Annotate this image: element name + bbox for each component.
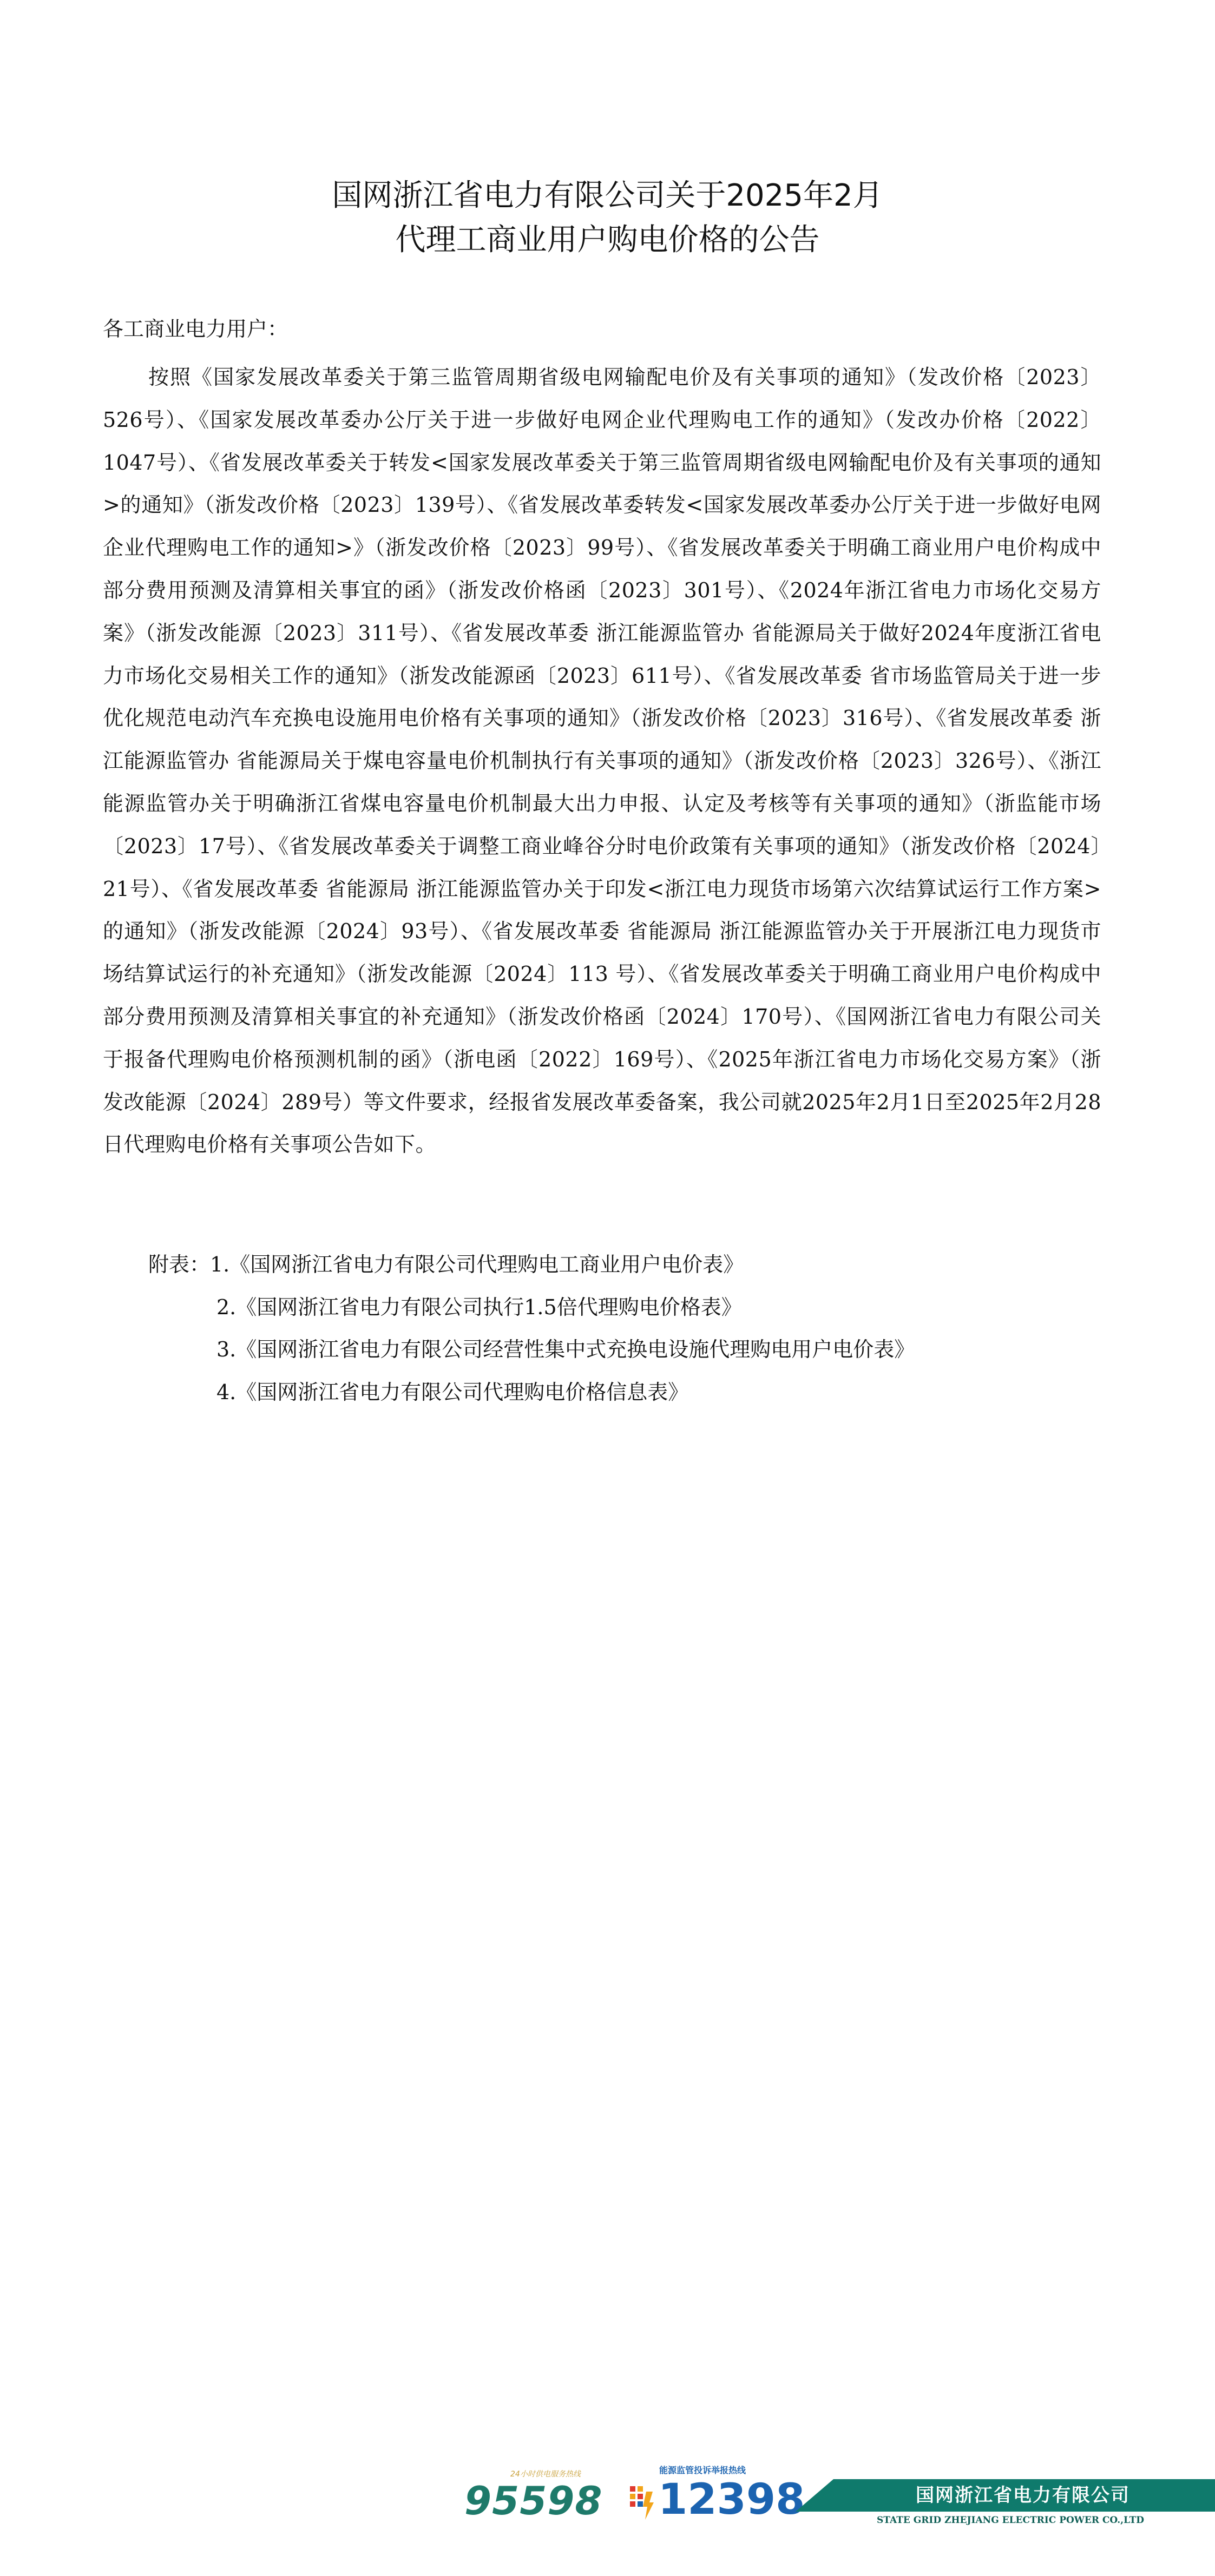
hotline-95598-tag: 24小时供电服务热线 [510, 2470, 581, 2479]
hotline-12398-logo [628, 2459, 805, 2535]
hotline-12398-tag: 能源监管投诉举报热线 [659, 2465, 746, 2475]
energy-regulator-icon [628, 2481, 655, 2529]
salutation: 各工商业电力用户： [103, 317, 288, 341]
hotline-12398-number: 12398 [658, 2475, 805, 2524]
company-name-en: STATE GRID ZHEJIANG ELECTRIC POWER CO.,LTD [877, 2515, 1145, 2526]
hotline-95598-logo [454, 2462, 605, 2527]
attachment-item-3: 3.《国网浙江省电力有限公司经营性集中式充换电设施代理购电用户电价表》 [216, 1338, 915, 1361]
notice-title-line1: 国网浙江省电力有限公司关于2025年2月 [332, 178, 883, 213]
notice-body: 按照《国家发展改革委关于第三监管周期省级电网输配电价及有关事项的通知》（发改价格〔2023〕526号）、《国家发展改革委办公厅关于进一步做好电网企业代理购电工作的通知》（发改办价格〔2022〕1047号）、《省发展改革委关于转发<国家发展改革委关于第三监管周期省级电网输配电价及有关事项的通知>的通知》（浙发改价格〔2023〕139号）、《省发展改革委转发<国家发展改革委办公厅关于进一步做好电网企业代理购电工作的通知>》（浙发改价格〔2023〕99号）、《省发展改革委关于明确工商业用户电价构成中部分费用预测及清算相关事宜的函》（浙发改价格函〔2023〕301号）、《2024年浙江省电力市场化交易方案》（浙发改能源〔2023〕311号）、《省发展改革委 浙江能源监管办 省能源局关于做好2024年度浙江省电力市场化交易相关工作的通知》（浙发改能源函〔2023〕611号）、《省发展改革委 省市场监管局关于进一步优化规范电动汽车充换电设施用电价格有关事项的通知》（浙发改价格〔2023〕316号）、《省发展改革委 浙江能源监管办 省能源局关于煤电容量电价机制执行有关事项的通知》（浙发改价格〔2023〕326号）、《浙江能源监管办关于明确浙江省煤电容量电价机制最大出力申报、认定及考核等有关事项的通知》（浙监能市场〔2023〕17号）、《省发展改革委关于调整工商业峰谷分时电价政策有关事项的通知》（浙发改价格〔2024〕21号）、《省发展改革委 省能源局 浙江能源监管办关于印发<浙江电力现货市场第六次结算试运行工作方案>的通知》（浙发改能源〔2024〕93号）、《省发展改革委 省能源局 浙江能源监管办关于开展浙江电力现货市场结算试运行的补充通知》（浙发改能源〔2024〕113 号）、《省发展改革委关于明确工商业用户电价构成中部分费用预测及清算相关事宜的补充通知》（浙发改价格函〔2024〕170号）、《国网浙江省电力有限公司关于报备代理购电价格预测机制的函》（浙电函〔2022〕169号）、《2025年浙江省电力市场化交易方案》（浙发改能源〔2024〕289号）等文件要求，经报省发展改革委备案，我公司就2025年2月1日至2025年2月28日代理购电价格有关事项公告如下。 [103, 365, 1101, 1157]
notice-title-line2: 代理工商业用户购电价格的公告 [395, 222, 820, 258]
attachment-item-1: 附表：1.《国网浙江省电力有限公司代理购电工商业用户电价表》 [148, 1253, 744, 1276]
hotline-95598-number: 95598 [464, 2478, 603, 2524]
page-footer [0, 2429, 1215, 2576]
company-name-cn: 国网浙江省电力有限公司 [916, 2485, 1130, 2506]
attachment-item-4: 4.《国网浙江省电力有限公司代理购电价格信息表》 [216, 1380, 689, 1404]
attachment-item-2: 2.《国网浙江省电力有限公司执行1.5倍代理购电价格表》 [216, 1295, 742, 1319]
